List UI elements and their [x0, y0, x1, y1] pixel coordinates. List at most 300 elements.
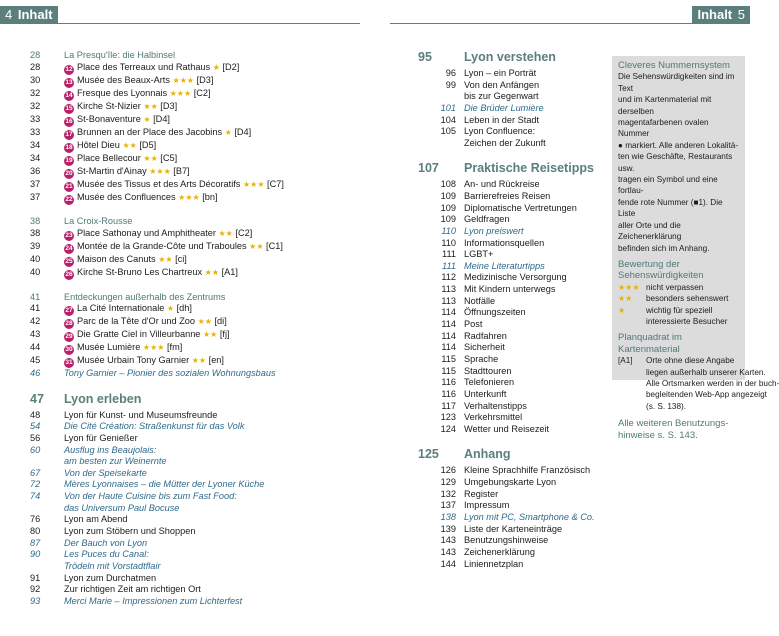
- toc-entry[interactable]: [30, 228, 360, 241]
- entry-text: [456, 331, 608, 343]
- entry-text: [64, 549, 360, 561]
- map-grid-ref: [dh]: [174, 303, 192, 314]
- sidebar-line: [618, 378, 779, 389]
- rating-stars-icon: ★★★: [142, 343, 165, 353]
- chapter-heading: [418, 161, 608, 175]
- entry-title: Mit Kindern unterwegs: [464, 284, 556, 295]
- rating-stars-icon: ★★: [202, 330, 218, 340]
- section-heading[interactable]: [30, 50, 360, 62]
- toc-entry[interactable]: [418, 524, 608, 536]
- rating-stars-icon: ★★: [158, 254, 173, 264]
- entry-title: Montée de la Grande-Côte und Traboules: [77, 240, 247, 251]
- entry-title: Place des Terreaux und Rathaus: [77, 61, 211, 72]
- toc-entry[interactable]: [30, 526, 360, 538]
- entry-title: Musée Urbain Tony Garnier: [77, 355, 190, 366]
- toc-entry[interactable]: [30, 479, 360, 491]
- toc-entry[interactable]: [418, 465, 608, 477]
- toc-entry[interactable]: [30, 153, 360, 166]
- toc-entry[interactable]: [418, 138, 608, 150]
- sight-number-badge: 30: [65, 346, 73, 354]
- entry-title: Lyon zum Durchatmen: [64, 572, 157, 583]
- toc-entry[interactable]: [418, 342, 608, 354]
- entry-text: [456, 261, 608, 273]
- entry-title: Place Bellecour: [77, 152, 141, 163]
- toc-entry[interactable]: [30, 192, 360, 205]
- rating-row: [618, 316, 739, 327]
- entry-text: [456, 91, 608, 103]
- rating-row: [618, 282, 739, 293]
- sidebar-rating-list: [618, 282, 739, 328]
- toc-entry[interactable]: [418, 535, 608, 547]
- map-grid-ref: [fj]: [217, 329, 230, 340]
- sidebar-heading-line: Sehenswürdigkeiten: [618, 270, 704, 282]
- entry-page: 80: [30, 526, 41, 537]
- toc-entry[interactable]: [30, 584, 360, 596]
- entry-title: Meine Literaturtipps: [464, 260, 545, 271]
- toc-entry[interactable]: [30, 549, 360, 561]
- toc-entry[interactable]: [30, 456, 360, 468]
- entry-title: Maison des Canuts: [77, 253, 156, 264]
- entry-text: [64, 254, 360, 267]
- sidebar-heading-grid: Planquadrat im Kartenmaterial: [618, 332, 682, 355]
- entry-text: [456, 214, 608, 226]
- rating-stars-icon: ★★: [122, 140, 137, 150]
- entry-page: 132: [440, 488, 456, 499]
- toc-entry[interactable]: [418, 489, 608, 501]
- sidebar-line: tragen ein Symbol und eine fortlau-: [618, 175, 718, 196]
- toc-entry[interactable]: [418, 307, 608, 319]
- entry-title: Parc de la Tête d'Or und Zoo: [77, 316, 196, 327]
- toc-entry[interactable]: [418, 389, 608, 401]
- rating-stars-icon: ★★: [249, 241, 264, 251]
- entry-text: [456, 68, 608, 80]
- toc-entry[interactable]: [418, 424, 608, 436]
- chapter-page: 47: [30, 391, 44, 406]
- entry-text: [64, 192, 360, 205]
- toc-entry[interactable]: [30, 538, 360, 550]
- toc-entry[interactable]: [30, 303, 360, 316]
- entry-page: 39: [30, 240, 41, 251]
- toc-entry[interactable]: [30, 342, 360, 355]
- entry-page: 54: [30, 421, 41, 432]
- toc-entry[interactable]: [30, 329, 360, 342]
- entry-text: [456, 547, 608, 559]
- toc-entry[interactable]: [418, 559, 608, 571]
- entry-title: Lyon Confluence:: [464, 126, 536, 137]
- entry-title: Register: [464, 488, 499, 499]
- entry-text: [64, 292, 360, 304]
- entry-title: Zeichen der Zukunft: [464, 137, 546, 148]
- rating-stars-icon: ★: [224, 127, 232, 137]
- map-grid-ref: [bn]: [199, 191, 218, 202]
- sight-number-badge: 16: [65, 117, 73, 125]
- entry-text: [64, 114, 360, 127]
- info-sidebar: [612, 56, 779, 441]
- toc-entry[interactable]: [418, 319, 608, 331]
- entry-title: Post: [464, 319, 483, 330]
- entry-page: 139: [440, 523, 456, 534]
- toc-entry[interactable]: [30, 514, 360, 526]
- toc-entry[interactable]: [418, 366, 608, 378]
- rating-stars-icon: ★★★: [178, 192, 200, 202]
- entry-title: Leben in der Stadt: [464, 114, 540, 125]
- sidebar-line: Die Sehenswürdigkeiten sind im Text: [618, 72, 735, 93]
- entry-title: Trödeln mit Vorstadtflair: [64, 561, 161, 572]
- sight-number-badge: 31: [65, 359, 73, 367]
- toc-entry[interactable]: [418, 512, 608, 524]
- map-grid-ref: [D2]: [219, 61, 240, 72]
- toc-entry[interactable]: [418, 500, 608, 512]
- spacer: [30, 205, 360, 217]
- rating-stars-icon: ★★: [143, 153, 158, 163]
- entry-text: [456, 489, 608, 501]
- entry-text: [456, 389, 608, 401]
- entry-page: 48: [30, 409, 41, 420]
- entry-page: 116: [441, 377, 456, 388]
- toc-entry[interactable]: [418, 80, 608, 92]
- grid-key: [A1]: [618, 356, 633, 366]
- entry-text: [456, 296, 608, 308]
- toc-entry[interactable]: [418, 238, 608, 250]
- toc-entry[interactable]: [30, 596, 360, 608]
- rating-stars-icon: ★★: [143, 101, 158, 111]
- rating-label: besonders sehenswert: [646, 294, 729, 304]
- entry-title: Zur richtigen Zeit am richtigen Ort: [64, 584, 201, 595]
- toc-entry[interactable]: [30, 316, 360, 329]
- entry-title: Ausflug ins Beaujolais:: [64, 444, 157, 455]
- sidebar-line: fende rote Nummer (■1). Die Liste: [618, 197, 723, 219]
- entry-title: Musée des Beaux-Arts: [77, 74, 170, 85]
- entry-text: [64, 329, 360, 342]
- entry-text: [64, 75, 360, 88]
- entry-text: [456, 377, 608, 389]
- toc-entry[interactable]: [418, 249, 608, 261]
- entry-title: Informationsquellen: [464, 237, 545, 248]
- toc-entry[interactable]: [30, 166, 360, 179]
- entry-title: Brunnen an der Place des Jacobins: [77, 126, 223, 137]
- toc-entry[interactable]: [418, 477, 608, 489]
- entry-page: 44: [30, 342, 41, 353]
- toc-entry[interactable]: [30, 127, 360, 140]
- entry-page: 110: [441, 225, 456, 236]
- sight-number-badge: 17: [65, 130, 73, 138]
- entry-title: Verkehrsmittel: [464, 412, 523, 423]
- sight-number-badge: 24: [65, 244, 73, 252]
- sight-number-badge: 21: [65, 182, 73, 190]
- entry-page: 115: [441, 365, 456, 376]
- entry-title: Medizinische Versorgung: [464, 272, 567, 283]
- sight-number-badge: 19: [65, 156, 73, 164]
- entry-text: [64, 596, 360, 608]
- entry-title: Telefonieren: [464, 377, 515, 388]
- entry-text: [456, 238, 608, 250]
- rating-stars-icon: ★★: [218, 228, 233, 238]
- entry-page: 138: [440, 511, 456, 522]
- toc-entry[interactable]: [418, 226, 608, 238]
- map-grid-ref: [D3]: [194, 74, 214, 85]
- entry-page: 30: [30, 74, 41, 85]
- entry-page: 126: [440, 465, 456, 476]
- entry-title: La Presqu'île: die Halbinsel: [64, 50, 176, 60]
- toc-entry[interactable]: [418, 203, 608, 215]
- entry-page: 108: [440, 179, 456, 190]
- sight-number-badge: 26: [65, 270, 73, 278]
- toc-entry[interactable]: [30, 101, 360, 114]
- entry-text: [64, 445, 360, 457]
- rating-row: [618, 305, 739, 316]
- sidebar-text: Orte ohne diese Angabe: [646, 356, 735, 366]
- entry-title: LGBT+: [464, 249, 494, 260]
- entry-text: [456, 512, 608, 524]
- chapter-title: Anhang: [464, 447, 511, 462]
- sight-number-badge: 28: [65, 320, 73, 328]
- map-grid-ref: [C7]: [264, 178, 284, 189]
- entry-page: 36: [30, 165, 41, 176]
- rating-label: nicht verpassen: [646, 282, 704, 292]
- entry-title: bis zur Gegenwart: [464, 91, 539, 102]
- entry-title: Kirche St-Nizier: [77, 100, 141, 111]
- entry-title: Unterkunft: [464, 389, 507, 400]
- entry-page: 33: [30, 113, 41, 124]
- entry-page: 111: [442, 249, 456, 260]
- entry-text: [64, 267, 360, 280]
- entry-text: [456, 354, 608, 366]
- rating-stars-icon: ★★: [204, 267, 220, 277]
- entry-text: [456, 191, 608, 203]
- entry-page: 43: [30, 329, 41, 340]
- sidebar-heading-line: Bewertung der: [618, 258, 680, 270]
- entry-title: Lyon für Kunst- und Museumsfreunde: [64, 409, 218, 420]
- section-heading[interactable]: [30, 292, 360, 304]
- entry-page: 114: [441, 330, 456, 341]
- toc-entry[interactable]: [30, 503, 360, 515]
- entry-text: [64, 342, 360, 355]
- entry-text: [64, 433, 360, 445]
- map-grid-ref: [A1]: [219, 266, 238, 277]
- entry-title: Radfahren: [464, 330, 507, 341]
- toc-entry[interactable]: [418, 284, 608, 296]
- map-grid-ref: [D4]: [231, 126, 252, 137]
- toc-column-middle: [418, 50, 608, 570]
- toc-entry[interactable]: [30, 561, 360, 573]
- entry-title: Kirche St-Bruno Les Chartreux: [77, 266, 203, 277]
- toc-entry[interactable]: [30, 179, 360, 192]
- entry-page: 41: [30, 291, 41, 302]
- toc-entry[interactable]: [418, 115, 608, 127]
- map-grid-ref: [D4]: [150, 113, 170, 124]
- entry-title: Lyon preiswert: [464, 225, 524, 236]
- toc-entry[interactable]: [418, 354, 608, 366]
- toc-entry[interactable]: [418, 272, 608, 284]
- toc-entry[interactable]: [30, 368, 360, 380]
- toc-entry[interactable]: [30, 410, 360, 422]
- entry-text: [64, 101, 360, 114]
- entry-text: [456, 342, 608, 354]
- entry-title: Hôtel Dieu: [77, 139, 120, 150]
- entry-page: 38: [30, 216, 41, 227]
- map-grid-ref: [D3]: [157, 100, 178, 111]
- entry-page: 104: [440, 114, 456, 125]
- toc-entry[interactable]: [418, 261, 608, 273]
- chapter-title: Praktische Reisetipps: [464, 161, 594, 176]
- entry-title: Lyon mit PC, Smartphone & Co.: [464, 511, 595, 522]
- entry-text: [64, 368, 360, 380]
- entry-text: [456, 138, 608, 150]
- toc-entry[interactable]: [418, 214, 608, 226]
- right-page-number: 5: [737, 7, 745, 22]
- entry-page: 116: [441, 389, 456, 400]
- toc-entry[interactable]: [30, 75, 360, 88]
- entry-text: [64, 503, 360, 515]
- entry-page: 123: [440, 412, 456, 423]
- entry-text: [456, 477, 608, 489]
- entry-page: 110: [441, 237, 456, 248]
- entry-text: [64, 514, 360, 526]
- toc-entry[interactable]: [30, 267, 360, 280]
- entry-title: Liniennetzplan: [464, 558, 524, 569]
- sidebar-numbering-text: [618, 71, 739, 254]
- rating-stars-icon: ★★★: [149, 166, 171, 176]
- toc-entry[interactable]: [30, 114, 360, 127]
- entry-text: [64, 355, 360, 368]
- toc-entry[interactable]: [418, 547, 608, 559]
- toc-entry[interactable]: [418, 401, 608, 413]
- map-grid-ref: [C2]: [191, 87, 211, 98]
- sight-number-badge: 20: [65, 169, 73, 177]
- toc-column-left: [30, 50, 360, 608]
- header-bar: [0, 0, 750, 24]
- entry-text: [456, 179, 608, 191]
- toc-entry[interactable]: [418, 179, 608, 191]
- spacer: [418, 150, 608, 162]
- entry-text: [64, 153, 360, 166]
- entry-text: [64, 573, 360, 585]
- entry-title: Von der Speisekarte: [64, 467, 147, 478]
- grid-key: [618, 367, 646, 378]
- entry-page: 114: [441, 307, 456, 318]
- toc-entry[interactable]: [30, 241, 360, 254]
- entry-title: Diplomatische Vertretungen: [464, 202, 577, 213]
- toc-entry[interactable]: [418, 103, 608, 115]
- toc-entry[interactable]: [418, 68, 608, 80]
- rating-stars-icon: ★★: [191, 356, 207, 366]
- entry-page: 60: [30, 444, 41, 455]
- toc-entry[interactable]: [30, 491, 360, 503]
- entry-text: [64, 468, 360, 480]
- entry-page: 42: [30, 316, 41, 327]
- map-grid-ref: [C2]: [232, 227, 253, 238]
- toc-entry[interactable]: [418, 377, 608, 389]
- left-page-tab: [0, 6, 58, 24]
- entry-text: [64, 140, 360, 153]
- sidebar-more-hints: [618, 418, 739, 441]
- toc-entry[interactable]: [418, 412, 608, 424]
- entry-text: [456, 226, 608, 238]
- toc-entry[interactable]: [418, 126, 608, 138]
- entry-text: [64, 456, 360, 468]
- rating-stars-icon: ★★★: [242, 179, 265, 189]
- toc-entry[interactable]: [30, 421, 360, 433]
- left-header-rule: [0, 23, 360, 24]
- entry-title: Fresque des Lyonnais: [77, 87, 168, 98]
- entry-text: [456, 500, 608, 512]
- right-page-tab: [692, 6, 750, 24]
- toc-entry[interactable]: [30, 433, 360, 445]
- sidebar-line: aller Orte und die Zeichenerklärung: [618, 220, 682, 242]
- entry-text: [64, 62, 360, 75]
- sidebar-line: magentafarbenen ovalen Nummer: [618, 118, 709, 139]
- rating-stars-icon: ★★: [197, 317, 212, 327]
- sidebar-line: ● markiert. Alle anderen Lokalitä-: [618, 140, 739, 150]
- toc-entry[interactable]: [30, 355, 360, 368]
- section-heading[interactable]: [30, 216, 360, 228]
- right-page-title: Inhalt: [697, 7, 733, 22]
- left-page-title: Inhalt: [17, 7, 53, 22]
- entry-title: Place Sathonay und Amphitheater: [77, 227, 216, 238]
- toc-entry[interactable]: [30, 445, 360, 457]
- map-grid-ref: [ci]: [172, 253, 187, 264]
- entry-title: St-Bonaventure: [77, 113, 141, 124]
- entry-title: Sprache: [464, 354, 499, 365]
- spacer: [30, 380, 360, 392]
- entry-title: das Universum Paul Bocuse: [64, 502, 180, 513]
- entry-page: 67: [30, 467, 41, 478]
- entry-title: Tony Garnier – Pionier des sozialen Wohnungsbaus: [64, 368, 276, 379]
- entry-page: 143: [440, 546, 456, 557]
- rating-stars-icon: ★★★: [169, 88, 192, 98]
- entry-text: [456, 284, 608, 296]
- entry-title: Merci Marie – Impressionen zum Lichterfest: [64, 596, 243, 607]
- toc-entry[interactable]: [30, 468, 360, 480]
- entry-title: Umgebungskarte Lyon: [464, 476, 557, 487]
- toc-entry[interactable]: [418, 296, 608, 308]
- entry-page: 32: [30, 87, 41, 98]
- entry-title: Musée Lumière: [77, 342, 141, 353]
- entry-text: [456, 80, 608, 92]
- entry-text: [456, 465, 608, 477]
- entry-page: 101: [440, 102, 456, 113]
- toc-entry[interactable]: [418, 191, 608, 203]
- entry-text: [456, 126, 608, 138]
- toc-entry[interactable]: [418, 331, 608, 343]
- rating-row: [618, 293, 739, 304]
- sidebar-grid-text: [618, 355, 779, 412]
- entry-text: [64, 410, 360, 422]
- chapter-title: Lyon erleben: [64, 391, 142, 406]
- toc-entry[interactable]: [30, 573, 360, 585]
- entry-text: [64, 88, 360, 101]
- entry-page: 143: [440, 535, 456, 546]
- toc-entry[interactable]: [30, 62, 360, 75]
- sidebar-line: befinden sich im Anhang.: [618, 243, 710, 253]
- grid-key: [618, 389, 646, 400]
- entry-text: [64, 538, 360, 550]
- chapter-page: 95: [418, 50, 432, 64]
- entry-title: Liste der Karteneinträge: [464, 523, 563, 534]
- toc-entry[interactable]: [30, 254, 360, 267]
- toc-entry[interactable]: [30, 140, 360, 153]
- sidebar-line: und im Kartenmaterial mit derselben: [618, 95, 712, 116]
- entry-title: Der Bauch von Lyon: [64, 537, 148, 548]
- entry-page: 74: [30, 491, 41, 502]
- entry-text: [456, 424, 608, 436]
- toc-entry[interactable]: [30, 88, 360, 101]
- entry-text: [64, 526, 360, 538]
- toc-entry[interactable]: [418, 91, 608, 103]
- entry-page: 76: [30, 514, 41, 525]
- entry-title: Les Puces du Canal:: [64, 549, 149, 560]
- chapter-title: Lyon verstehen: [464, 50, 556, 64]
